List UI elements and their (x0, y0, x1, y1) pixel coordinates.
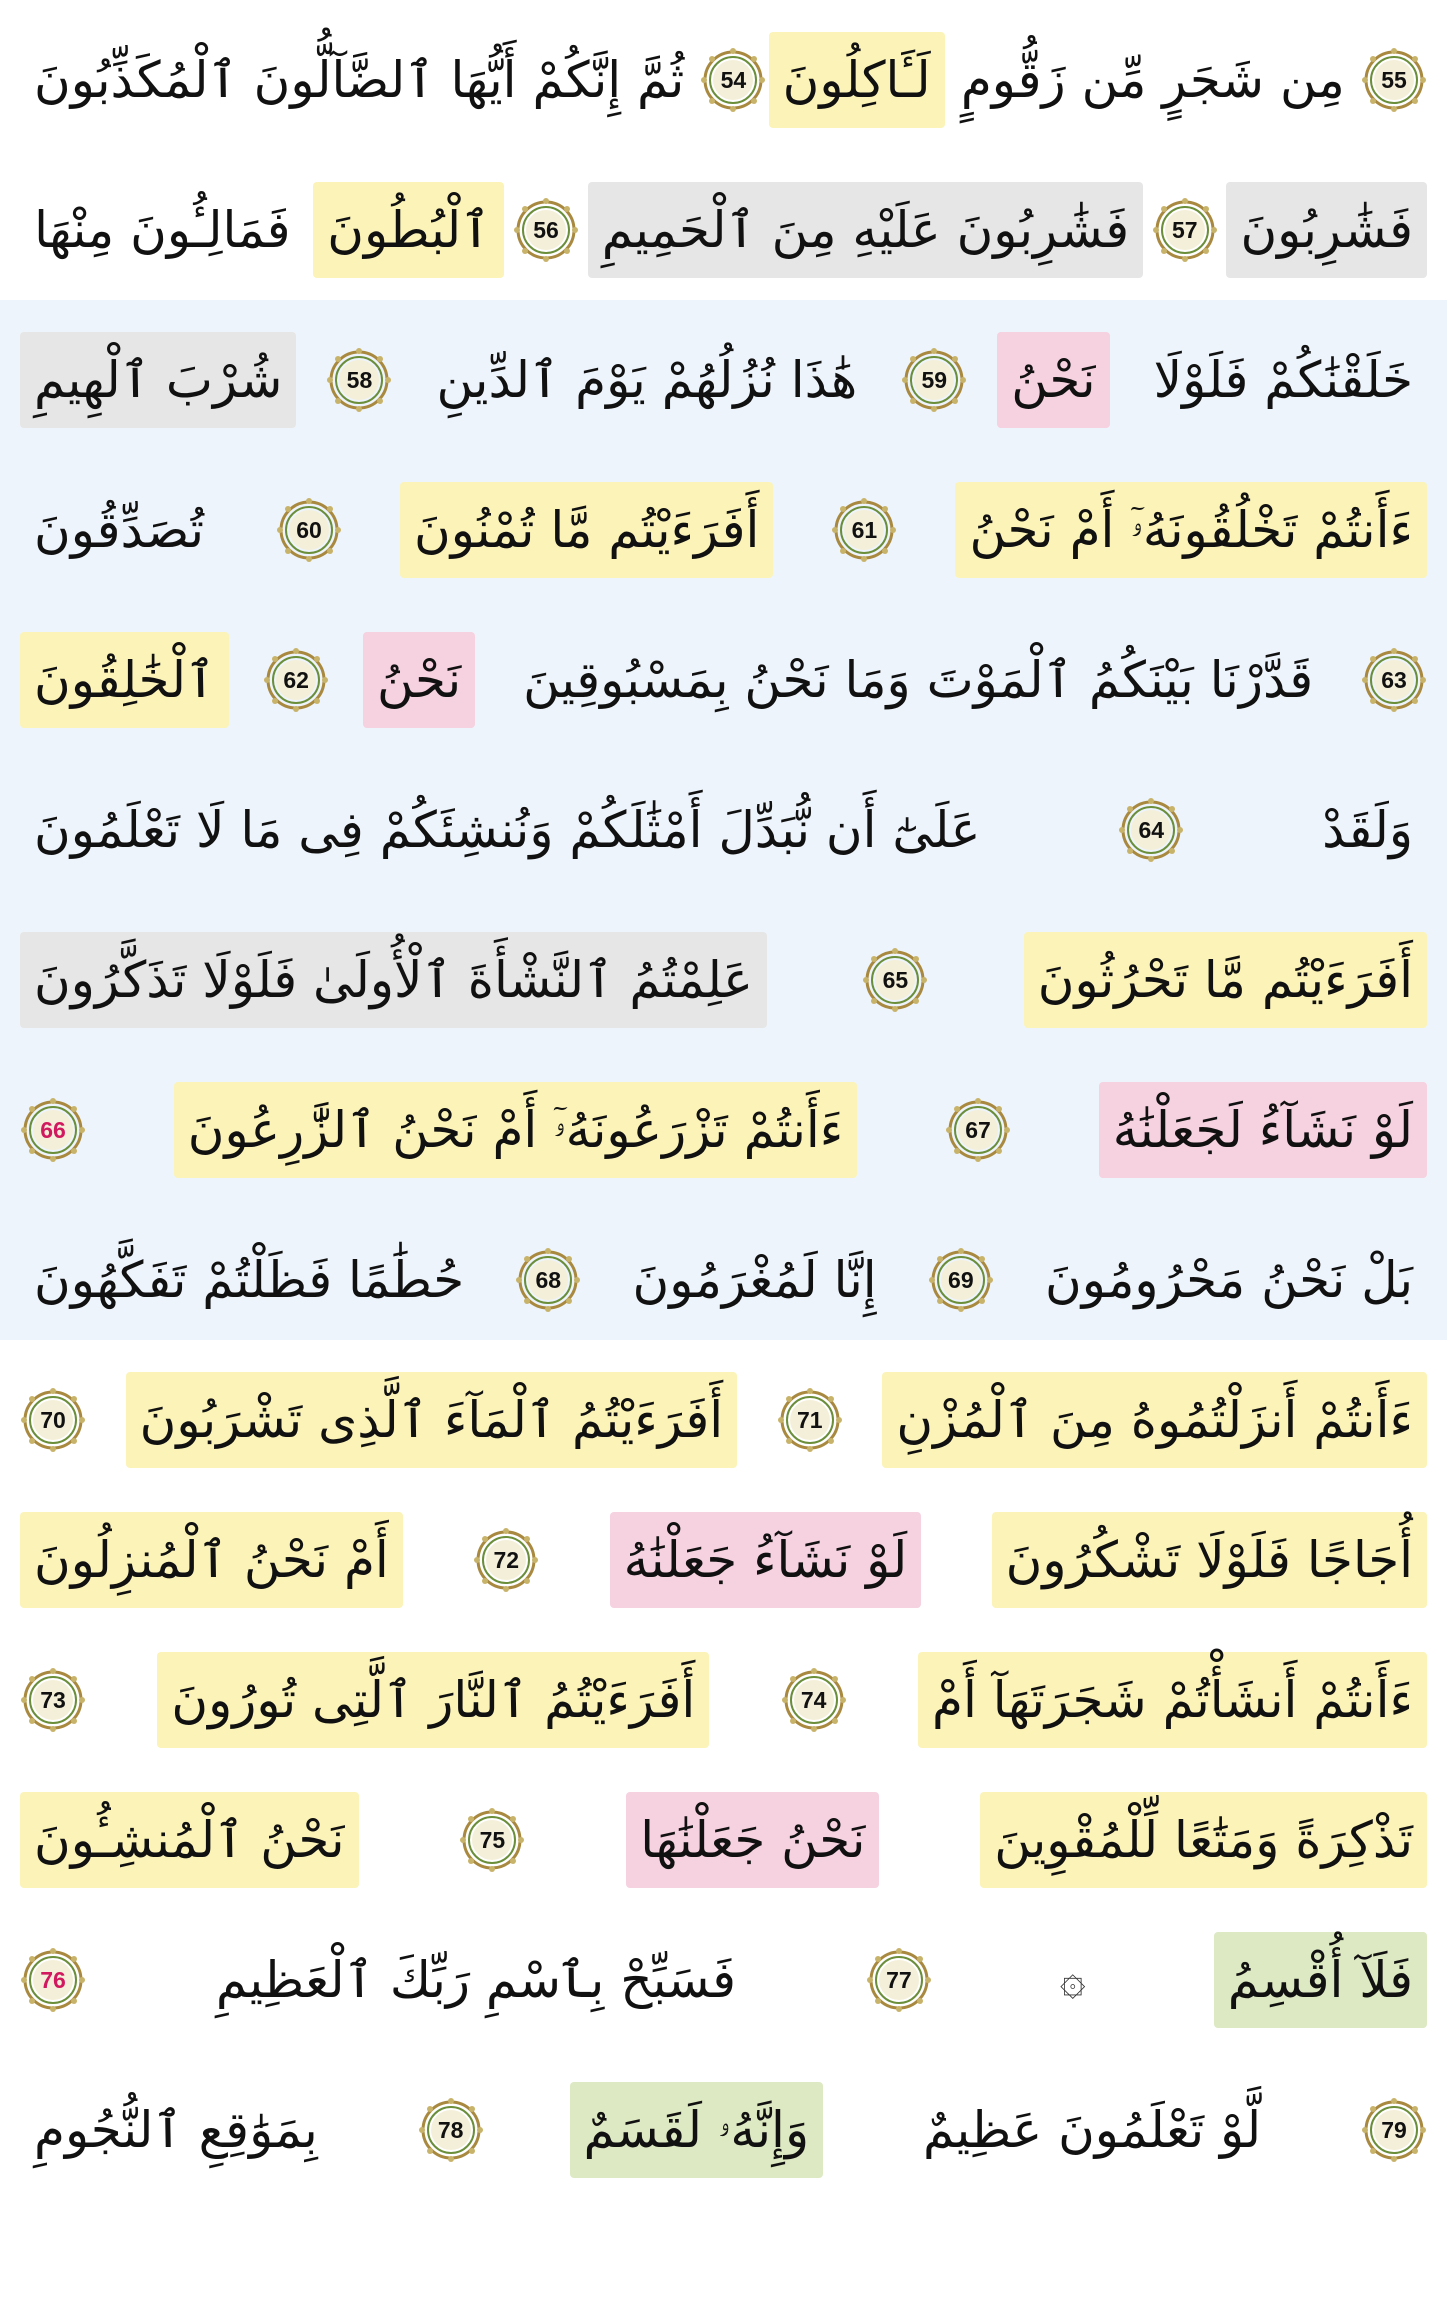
verse-text[interactable]: ءَأَنتُمْ أَنزَلْتُمُوهُ مِنَ ٱلْمُزْنِ (882, 1372, 1427, 1468)
verse-text[interactable]: نَحْنُ (997, 332, 1109, 428)
verse-text[interactable]: لَّوْ تَعْلَمُونَ عَظِيمٌ (922, 2101, 1262, 2159)
verse-text[interactable]: نَحْنُ (363, 632, 475, 728)
verse-number: 64 (1138, 816, 1165, 843)
verse-number: 68 (535, 1266, 562, 1293)
verse-text[interactable]: هَٰذَا نُزُلُهُمْ يَوْمَ ٱلدِّينِ (436, 351, 858, 409)
verse-number-marker[interactable] (20, 1097, 86, 1163)
verse-text[interactable]: ثُمَّ إِنَّكُمْ أَيُّهَا ٱلضَّآلُّونَ ٱلْمُكَذِّبُونَ (34, 51, 685, 109)
verse-number-marker[interactable] (513, 197, 579, 263)
verse-text[interactable]: خَلَقْنَٰكُمْ فَلَوْلَا (1153, 351, 1413, 409)
verse-number-marker[interactable] (263, 647, 329, 713)
verse-text[interactable]: فَمَالِـُٔونَ مِنْهَا (34, 201, 291, 259)
verse-number: 72 (493, 1546, 520, 1573)
verse-text[interactable]: نَحْنُ ٱلْمُنشِـُٔونَ (20, 1792, 358, 1888)
verse-number-marker[interactable] (276, 497, 342, 563)
text-line (20, 1640, 1427, 1760)
verse-text[interactable]: أَمْ نَحْنُ ٱلْمُنزِلُونَ (20, 1512, 403, 1608)
text-line (20, 770, 1427, 890)
verse-number: 59 (921, 366, 948, 393)
verse-number: 56 (533, 216, 559, 243)
text-line (20, 20, 1427, 140)
verse-number-marker[interactable] (901, 347, 967, 413)
verse-number-marker[interactable] (459, 1807, 525, 1873)
verse-text[interactable]: إِنَّا لَمُغْرَمُونَ (632, 1251, 877, 1309)
verse-text[interactable]: ٱلْخَٰلِقُونَ (20, 632, 229, 728)
verse-text[interactable]: تَذْكِرَةً وَمَتَٰعًا لِّلْمُقْوِينَ (980, 1792, 1427, 1888)
verse-text[interactable]: وَإِنَّهُۥ لَقَسَمٌ (570, 2082, 824, 2178)
verse-number: 76 (40, 1966, 66, 1993)
verse-text[interactable]: ٱلْبُطُونَ (313, 182, 504, 278)
text-line (20, 1500, 1427, 1620)
verse-number-marker[interactable] (831, 497, 897, 563)
verse-text[interactable]: بَلْ نَحْنُ مَحْرُومُونَ (1045, 1251, 1413, 1309)
verse-number-marker[interactable] (326, 347, 392, 413)
verse-number-marker[interactable] (1361, 647, 1427, 713)
verse-text[interactable]: فَسَبِّحْ بِٱسْمِ رَبِّكَ ٱلْعَظِيمِ (215, 1951, 737, 2009)
verse-number: 74 (800, 1686, 827, 1713)
text-line (20, 2070, 1427, 2190)
verse-number: 63 (1381, 666, 1407, 693)
verse-number: 75 (479, 1826, 506, 1853)
verse-number: 66 (40, 1116, 66, 1143)
verse-number-marker[interactable] (1152, 197, 1218, 263)
verse-number-marker[interactable] (418, 2097, 484, 2163)
verse-text[interactable]: نَحْنُ جَعَلْنَٰهَا (626, 1792, 879, 1888)
verse-text[interactable]: فَشَٰرِبُونَ عَلَيْهِ مِنَ ٱلْحَمِيمِ (588, 182, 1143, 278)
verse-number: 61 (851, 516, 878, 543)
verse-number: 70 (40, 1406, 66, 1433)
text-line (20, 1360, 1427, 1480)
verse-text[interactable]: فَشَٰرِبُونَ (1226, 182, 1427, 278)
verse-text[interactable]: أَفَرَءَيْتُمُ ٱلْمَآءَ ٱلَّذِى تَشْرَبُونَ (126, 1372, 738, 1468)
verse-number: 73 (40, 1686, 66, 1713)
verse-number: 58 (346, 366, 373, 393)
verse-text[interactable]: عَلَىٰٓ أَن نُّبَدِّلَ أَمْثَٰلَكُمْ وَنُنشِئَكُمْ فِى مَا لَا تَعْلَمُونَ (34, 801, 981, 859)
rub-el-hizb-icon: ۞ (1059, 1954, 1086, 2005)
verse-number: 57 (1172, 216, 1198, 243)
verse-text[interactable]: فَلَآ أُقْسِمُ (1214, 1932, 1427, 2028)
verse-text[interactable]: وَلَقَدْ (1322, 801, 1413, 859)
verse-number-marker[interactable] (20, 1387, 86, 1453)
text-line (20, 920, 1427, 1040)
text-line (20, 1920, 1427, 2040)
verse-text[interactable]: مِن شَجَرٍ مِّن زَقُّومٍ (960, 51, 1345, 109)
verse-number-marker[interactable] (1361, 47, 1427, 113)
verse-number: 77 (886, 1966, 912, 1993)
verse-number: 78 (437, 2116, 464, 2143)
text-line (20, 170, 1427, 290)
verse-number-marker[interactable] (945, 1097, 1011, 1163)
verse-number-marker[interactable] (20, 1947, 86, 2013)
verse-number-marker[interactable] (862, 947, 928, 1013)
verse-text[interactable]: لَـَٔاكِلُونَ (769, 32, 945, 128)
verse-number-marker[interactable] (700, 47, 766, 113)
verse-text[interactable]: ءَأَنتُمْ تَخْلُقُونَهُۥٓ أَمْ نَحْنُ (955, 482, 1427, 578)
verse-number-marker[interactable] (473, 1527, 539, 1593)
verse-number-marker[interactable] (1118, 797, 1184, 863)
verse-text[interactable]: أُجَاجًا فَلَوْلَا تَشْكُرُونَ (992, 1512, 1427, 1608)
verse-number: 65 (882, 966, 909, 993)
verse-number-marker[interactable] (781, 1667, 847, 1733)
verse-number: 54 (720, 66, 747, 93)
verse-number: 79 (1381, 2116, 1407, 2143)
mushaf-page (20, 0, 1427, 2297)
verse-text[interactable]: أَفَرَءَيْتُم مَّا تَحْرُثُونَ (1024, 932, 1427, 1028)
text-line (20, 470, 1427, 590)
verse-number-marker[interactable] (866, 1947, 932, 2013)
text-line (20, 320, 1427, 440)
verse-text[interactable]: حُطَٰمًا فَظَلْتُمْ تَفَكَّهُونَ (34, 1251, 465, 1309)
verse-text[interactable]: أَفَرَءَيْتُمُ ٱلنَّارَ ٱلَّتِى تُورُونَ (157, 1652, 709, 1748)
verse-text[interactable]: شُرْبَ ٱلْهِيمِ (20, 332, 296, 428)
verse-number: 60 (296, 516, 322, 543)
verse-text[interactable]: لَوْ نَشَآءُ جَعَلْنَٰهُ (610, 1512, 922, 1608)
verse-number-marker[interactable] (515, 1247, 581, 1313)
text-line (20, 620, 1427, 740)
verse-number-marker[interactable] (777, 1387, 843, 1453)
verse-text[interactable]: أَفَرَءَيْتُم مَّا تُمْنُونَ (400, 482, 773, 578)
verse-text[interactable]: تُصَدِّقُونَ (34, 501, 204, 559)
verse-number: 55 (1381, 66, 1407, 93)
verse-number: 67 (965, 1116, 991, 1143)
verse-text[interactable]: قَدَّرْنَا بَيْنَكُمُ ٱلْمَوْتَ وَمَا نَحْنُ بِمَسْبُوقِينَ (523, 651, 1314, 709)
verse-number-marker[interactable] (20, 1667, 86, 1733)
verse-text[interactable]: ءَأَنتُمْ تَزْرَعُونَهُۥٓ أَمْ نَحْنُ ٱلزَّٰرِعُونَ (174, 1082, 858, 1178)
verse-number-marker[interactable] (1361, 2097, 1427, 2163)
verse-number: 62 (283, 666, 309, 693)
verse-number-marker[interactable] (928, 1247, 994, 1313)
verse-text[interactable]: عَلِمْتُمُ ٱلنَّشْأَةَ ٱلْأُولَىٰ فَلَوْلَا تَذَكَّرُونَ (20, 932, 767, 1028)
verse-number: 69 (948, 1266, 974, 1293)
text-line (20, 1220, 1427, 1340)
verse-number: 71 (796, 1406, 823, 1433)
verse-text[interactable]: ءَأَنتُمْ أَنشَأْتُمْ شَجَرَتَهَآ أَمْ (918, 1652, 1427, 1748)
verse-text[interactable]: لَوْ نَشَآءُ لَجَعَلْنَٰهُ (1099, 1082, 1427, 1178)
text-line (20, 1780, 1427, 1900)
verse-text[interactable]: بِمَوَٰقِعِ ٱلنُّجُومِ (34, 2101, 318, 2159)
text-line (20, 1070, 1427, 1190)
